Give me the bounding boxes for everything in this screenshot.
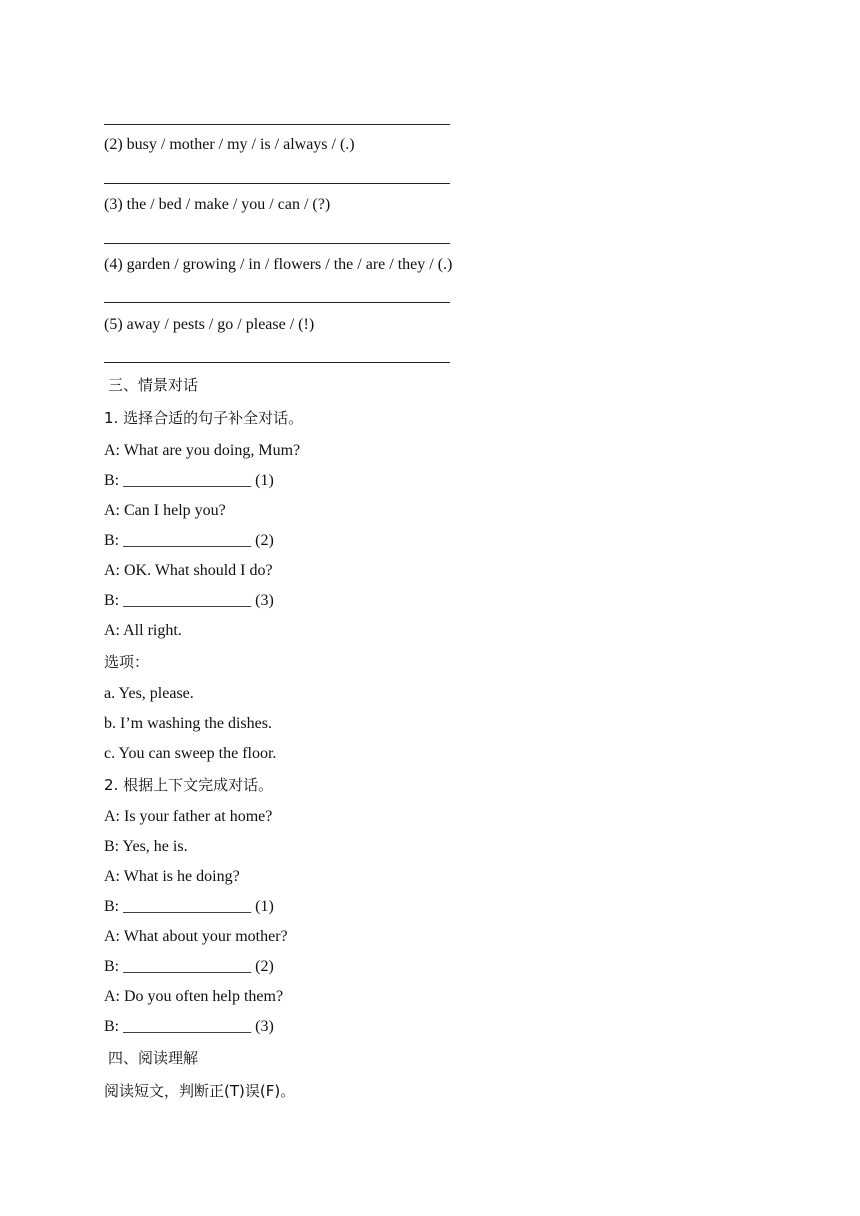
option-a: a. Yes, please. — [104, 685, 194, 702]
option-c: c. You can sweep the floor. — [104, 745, 277, 762]
dialogue1-line-2: B: ________________ (1) — [104, 472, 274, 489]
dialogue2-line-2: B: Yes, he is. — [104, 838, 188, 855]
answer-line-5[interactable] — [104, 362, 450, 363]
dialogue2-line-8: B: ________________ (3) — [104, 1018, 274, 1035]
dialogue2-line-5: A: What about your mother? — [104, 928, 288, 945]
dialogue1-line-5: A: OK. What should I do? — [104, 562, 273, 579]
section3-part2-instruction: 2. 根据上下文完成对话。 — [104, 776, 274, 794]
options-label: 选项： — [104, 653, 150, 671]
section3-part1-instruction: 1. 选择合适的句子补全对话。 — [104, 409, 304, 427]
option-b: b. I’m washing the dishes. — [104, 715, 272, 732]
rearrange-item-3: (3) the / bed / make / you / can / (?) — [104, 196, 331, 213]
rearrange-item-4: (4) garden / growing / in / flowers / the / are / they / (.) — [104, 256, 453, 273]
dialogue2-line-1: A: Is your father at home? — [104, 808, 273, 825]
rearrange-item-5: (5) away / pests / go / please / (!) — [104, 316, 315, 333]
rearrange-item-2: (2) busy / mother / my / is / always / (.) — [104, 136, 355, 153]
answer-line-3[interactable] — [104, 243, 450, 244]
dialogue2-line-7: A: Do you often help them? — [104, 988, 284, 1005]
dialogue1-line-1: A: What are you doing, Mum? — [104, 442, 301, 459]
dialogue2-line-6: B: ________________ (2) — [104, 958, 274, 975]
dialogue1-line-6: B: ________________ (3) — [104, 592, 274, 609]
section4-instruction: 阅读短文，判断正(T)误(F)。 — [104, 1082, 296, 1100]
dialogue1-line-4: B: ________________ (2) — [104, 532, 274, 549]
answer-line-1[interactable] — [104, 124, 450, 125]
section3-heading: 三、情景对话 — [108, 376, 199, 394]
dialogue1-line-3: A: Can I help you? — [104, 502, 226, 519]
answer-line-2[interactable] — [104, 183, 450, 184]
dialogue2-line-4: B: ________________ (1) — [104, 898, 274, 915]
answer-line-4[interactable] — [104, 302, 450, 303]
dialogue2-line-3: A: What is he doing? — [104, 868, 240, 885]
dialogue1-line-7: A: All right. — [104, 622, 182, 639]
section4-heading: 四、阅读理解 — [108, 1049, 199, 1067]
